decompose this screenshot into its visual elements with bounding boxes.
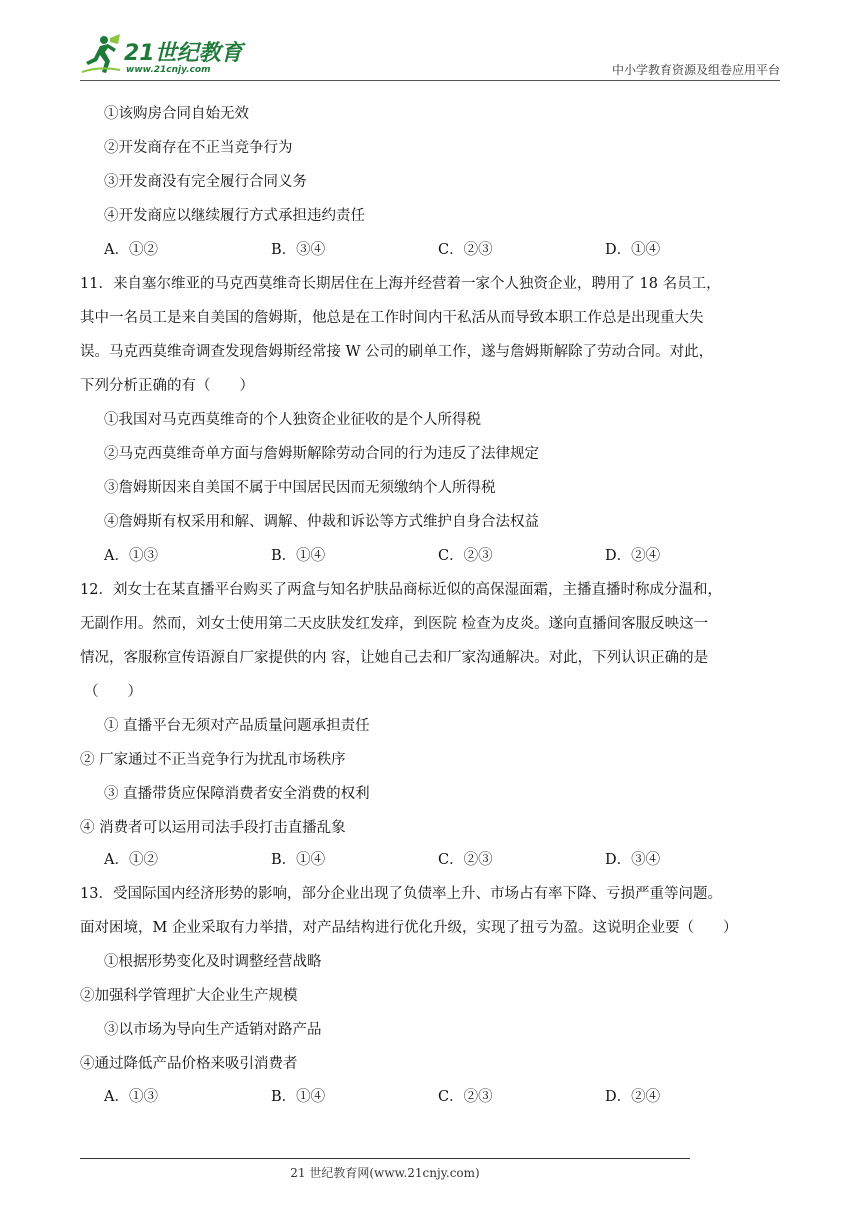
q12-option-b: B．①④ <box>271 852 326 868</box>
q11-statement-4: ④詹姆斯有权采用和解、调解、仲裁和诉讼等方式维护自身合法权益 <box>104 514 539 530</box>
q11-statement-1: ①我国对马克西莫维奇的个人独资企业征收的是个人所得税 <box>104 412 481 428</box>
footer-divider <box>80 1158 690 1159</box>
q12-statement-2: ② 厂家通过不正当竞争行为扰乱市场秩序 <box>80 752 346 768</box>
logo-url: www.21cnjy.com <box>126 65 211 75</box>
q11-option-d: D．②④ <box>605 548 661 564</box>
q10-option-c: C．②③ <box>438 242 493 258</box>
page-footer: 21 世纪教育网(www.21cnjy.com) <box>290 1166 480 1180</box>
q13-stem-line-1: 13．受国际国内经济形势的影响，部分企业出现了负债率上升、市场占有率下降、亏损严重等问题。 <box>80 886 722 902</box>
q11-stem-line-4: 下列分析正确的有（ ） <box>80 378 254 394</box>
q11-stem-line-2: 其中一名员工是来自美国的詹姆斯，他总是在工作时间内干私活从而导致本职工作总是出现重大失 <box>80 310 704 326</box>
q11-option-b: B．①④ <box>271 548 326 564</box>
q12-option-a: A．①② <box>104 852 158 868</box>
q10-option-a: A．①② <box>104 242 158 258</box>
q12-option-d: D．③④ <box>605 852 661 868</box>
q13-statement-3: ③以市场为导向生产适销对路产品 <box>104 1022 322 1038</box>
runner-icon <box>80 32 124 76</box>
platform-title: 中小学教育资源及组卷应用平台 <box>611 63 780 77</box>
q11-stem-line-3: 误。马克西莫维奇调查发现詹姆斯经常接 W 公司的刷单工作，遂与詹姆斯解除了劳动合同。对此， <box>80 344 714 360</box>
header-divider <box>80 80 780 81</box>
q12-option-c: C．②③ <box>438 852 493 868</box>
q10-statement-1: ①该购房合同自始无效 <box>104 106 249 122</box>
q12-stem-line-2: 无副作用。然而，刘女士使用第二天皮肤发红发痒，到医院 检查为皮炎。遂向直播间客服反映这一 <box>80 616 709 632</box>
logo-text: 21世纪教育 <box>124 41 243 66</box>
q10-option-d: D．①④ <box>605 242 661 258</box>
q12-stem-line-1: 12．刘女士在某直播平台购买了两盒与知名护肤品商标近似的高保湿面霜，主播直播时称成分温和， <box>80 582 722 598</box>
q12-stem-line-3: 情况，客服称宣传语源自厂家提供的内 容，让她自己去和厂家沟通解决。对此，下列认识正确的是 <box>80 650 709 666</box>
q13-option-b: B．①④ <box>271 1089 326 1105</box>
q11-option-c: C．②③ <box>438 548 493 564</box>
q12-stem-line-4: （ ） <box>84 684 142 700</box>
q12-statement-4: ④ 消费者可以运用司法手段打击直播乱象 <box>80 820 346 836</box>
q13-stem-line-2: 面对困境，M 企业采取有力举措，对产品结构进行优化升级，实现了扭亏为盈。这说明企业要（ ） <box>80 920 738 936</box>
q10-statement-2: ②开发商存在不正当竞争行为 <box>104 140 293 156</box>
q10-statement-3: ③开发商没有完全履行合同义务 <box>104 174 307 190</box>
q12-statement-1: ① 直播平台无须对产品质量问题承担责任 <box>104 718 370 734</box>
q13-statement-1: ①根据形势变化及时调整经营战略 <box>104 954 322 970</box>
q11-stem-line-1: 11．来自塞尔维亚的马克西莫维奇长期居住在上海并经营着一家个人独资企业，聘用了 18 名员工， <box>80 276 721 292</box>
q13-option-c: C．②③ <box>438 1089 493 1105</box>
q11-option-a: A．①③ <box>104 548 158 564</box>
q10-statement-4: ④开发商应以继续履行方式承担违约责任 <box>104 208 365 224</box>
q13-statement-4: ④通过降低产品价格来吸引消费者 <box>80 1056 298 1072</box>
q10-option-b: B．③④ <box>271 242 326 258</box>
q11-statement-2: ②马克西莫维奇单方面与詹姆斯解除劳动合同的行为违反了法律规定 <box>104 446 539 462</box>
q11-statement-3: ③詹姆斯因来自美国不属于中国居民因而无须缴纳个人所得税 <box>104 480 496 496</box>
q13-option-a: A．①③ <box>104 1089 158 1105</box>
q12-statement-3: ③ 直播带货应保障消费者安全消费的权利 <box>104 786 370 802</box>
q13-statement-2: ②加强科学管理扩大企业生产规模 <box>80 988 298 1004</box>
page-header <box>80 26 780 80</box>
site-logo <box>80 32 260 80</box>
q13-option-d: D．②④ <box>605 1089 661 1105</box>
